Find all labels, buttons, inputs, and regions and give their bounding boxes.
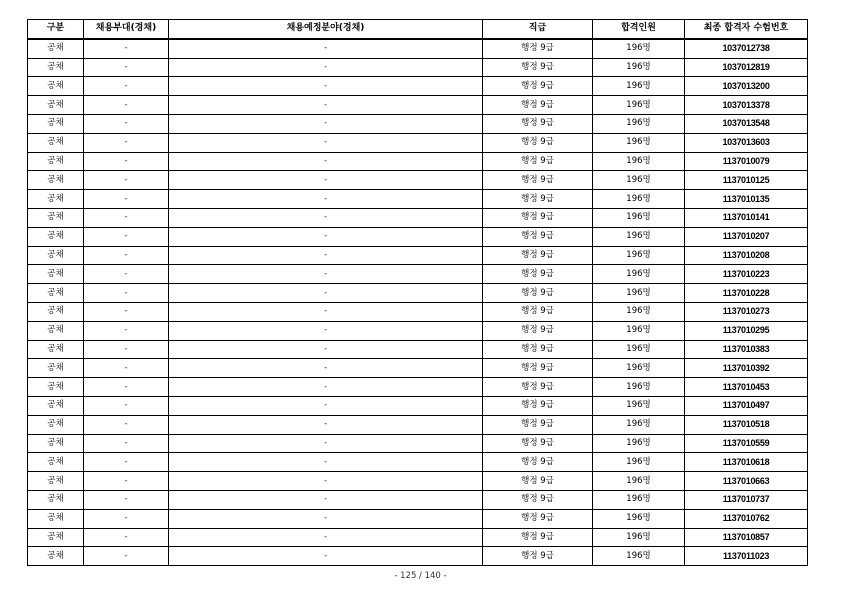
cell-category: 공채: [28, 190, 84, 209]
cell-exam-number: 1137010618: [685, 453, 808, 472]
cell-grade: 행정 9급: [483, 133, 593, 152]
cell-category: 공채: [28, 340, 84, 359]
cell-unit: -: [84, 58, 169, 77]
cell-grade: 행정 9급: [483, 114, 593, 133]
cell-category: 공채: [28, 39, 84, 58]
cell-unit: -: [84, 472, 169, 491]
cell-grade: 행정 9급: [483, 378, 593, 397]
cell-unit: -: [84, 434, 169, 453]
table-row: [28, 265, 808, 284]
cell-count: 196명: [593, 152, 685, 171]
cell-grade: 행정 9급: [483, 246, 593, 265]
cell-unit: -: [84, 114, 169, 133]
table-row: [28, 490, 808, 509]
cell-grade: 행정 9급: [483, 208, 593, 227]
cell-grade: 행정 9급: [483, 77, 593, 96]
cell-exam-number: 1137010273: [685, 302, 808, 321]
cell-unit: -: [84, 152, 169, 171]
cell-count: 196명: [593, 284, 685, 303]
cell-count: 196명: [593, 265, 685, 284]
table-row: [28, 415, 808, 434]
cell-grade: 행정 9급: [483, 472, 593, 491]
cell-grade: 행정 9급: [483, 528, 593, 547]
table-row: [28, 171, 808, 190]
cell-count: 196명: [593, 321, 685, 340]
cell-field: -: [169, 58, 483, 77]
header-unit: 채용부대(경채): [84, 20, 169, 39]
cell-field: -: [169, 208, 483, 227]
cell-category: 공채: [28, 58, 84, 77]
cell-unit: -: [84, 490, 169, 509]
table-row: [28, 434, 808, 453]
cell-unit: -: [84, 171, 169, 190]
cell-grade: 행정 9급: [483, 321, 593, 340]
cell-exam-number: 1137010737: [685, 490, 808, 509]
cell-category: 공채: [28, 77, 84, 96]
header-grade: 직급: [483, 20, 593, 39]
cell-count: 196명: [593, 340, 685, 359]
cell-exam-number: 1037013603: [685, 133, 808, 152]
cell-unit: -: [84, 302, 169, 321]
cell-field: -: [169, 114, 483, 133]
cell-field: -: [169, 434, 483, 453]
cell-exam-number: 1137010079: [685, 152, 808, 171]
table-row: [28, 77, 808, 96]
cell-field: -: [169, 302, 483, 321]
cell-unit: -: [84, 227, 169, 246]
cell-field: -: [169, 246, 483, 265]
cell-grade: 행정 9급: [483, 453, 593, 472]
cell-grade: 행정 9급: [483, 171, 593, 190]
table-row: [28, 340, 808, 359]
cell-field: -: [169, 171, 483, 190]
table-row: [28, 284, 808, 303]
cell-category: 공채: [28, 265, 84, 284]
cell-exam-number: 1137010228: [685, 284, 808, 303]
cell-unit: -: [84, 190, 169, 209]
cell-exam-number: 1137010497: [685, 396, 808, 415]
cell-category: 공채: [28, 415, 84, 434]
cell-grade: 행정 9급: [483, 227, 593, 246]
cell-category: 공채: [28, 434, 84, 453]
cell-category: 공채: [28, 171, 84, 190]
table-row: [28, 227, 808, 246]
cell-count: 196명: [593, 208, 685, 227]
cell-grade: 행정 9급: [483, 490, 593, 509]
cell-count: 196명: [593, 359, 685, 378]
table-row: [28, 246, 808, 265]
cell-field: -: [169, 133, 483, 152]
cell-category: 공채: [28, 472, 84, 491]
cell-unit: -: [84, 378, 169, 397]
cell-count: 196명: [593, 39, 685, 58]
cell-count: 196명: [593, 434, 685, 453]
header-row: [28, 20, 808, 39]
cell-grade: 행정 9급: [483, 190, 593, 209]
cell-count: 196명: [593, 133, 685, 152]
cell-grade: 행정 9급: [483, 302, 593, 321]
table-row: [28, 96, 808, 115]
cell-field: -: [169, 378, 483, 397]
cell-field: -: [169, 77, 483, 96]
cell-category: 공채: [28, 246, 84, 265]
cell-grade: 행정 9급: [483, 39, 593, 58]
cell-count: 196명: [593, 378, 685, 397]
cell-unit: -: [84, 133, 169, 152]
cell-exam-number: 1137010453: [685, 378, 808, 397]
cell-category: 공채: [28, 152, 84, 171]
table-row: [28, 133, 808, 152]
cell-unit: -: [84, 284, 169, 303]
table-row: [28, 39, 808, 58]
cell-exam-number: 1137010383: [685, 340, 808, 359]
table-row: [28, 472, 808, 491]
header-category: 구분: [28, 20, 84, 39]
cell-grade: 행정 9급: [483, 340, 593, 359]
cell-unit: -: [84, 77, 169, 96]
cell-exam-number: 1137011023: [685, 547, 808, 566]
cell-field: -: [169, 547, 483, 566]
header-field: 채용예정분야(경채): [169, 20, 483, 39]
cell-grade: 행정 9급: [483, 434, 593, 453]
cell-field: -: [169, 509, 483, 528]
cell-count: 196명: [593, 302, 685, 321]
cell-count: 196명: [593, 190, 685, 209]
results-table: [27, 19, 808, 566]
cell-exam-number: 1137010207: [685, 227, 808, 246]
cell-exam-number: 1137010141: [685, 208, 808, 227]
cell-unit: -: [84, 453, 169, 472]
table-row: [28, 321, 808, 340]
cell-field: -: [169, 265, 483, 284]
cell-field: -: [169, 528, 483, 547]
table-row: [28, 528, 808, 547]
cell-category: 공채: [28, 359, 84, 378]
table-row: [28, 359, 808, 378]
cell-category: 공채: [28, 133, 84, 152]
cell-unit: -: [84, 321, 169, 340]
cell-unit: -: [84, 528, 169, 547]
cell-count: 196명: [593, 58, 685, 77]
cell-exam-number: 1137010857: [685, 528, 808, 547]
cell-count: 196명: [593, 77, 685, 96]
cell-category: 공채: [28, 284, 84, 303]
cell-count: 196명: [593, 490, 685, 509]
cell-exam-number: 1037013548: [685, 114, 808, 133]
cell-count: 196명: [593, 472, 685, 491]
cell-exam-number: 1037013378: [685, 96, 808, 115]
cell-count: 196명: [593, 96, 685, 115]
cell-unit: -: [84, 340, 169, 359]
cell-unit: -: [84, 547, 169, 566]
table-row: [28, 208, 808, 227]
cell-category: 공채: [28, 453, 84, 472]
cell-grade: 행정 9급: [483, 284, 593, 303]
cell-field: -: [169, 227, 483, 246]
cell-exam-number: 1137010125: [685, 171, 808, 190]
cell-grade: 행정 9급: [483, 96, 593, 115]
table-row: [28, 152, 808, 171]
cell-exam-number: 1137010518: [685, 415, 808, 434]
cell-exam-number: 1037012819: [685, 58, 808, 77]
cell-unit: -: [84, 415, 169, 434]
cell-field: -: [169, 152, 483, 171]
cell-field: -: [169, 39, 483, 58]
cell-count: 196명: [593, 547, 685, 566]
cell-count: 196명: [593, 246, 685, 265]
cell-exam-number: 1137010559: [685, 434, 808, 453]
table-row: [28, 509, 808, 528]
cell-count: 196명: [593, 509, 685, 528]
cell-grade: 행정 9급: [483, 265, 593, 284]
cell-exam-number: 1137010392: [685, 359, 808, 378]
cell-category: 공채: [28, 378, 84, 397]
cell-unit: -: [84, 208, 169, 227]
cell-category: 공채: [28, 114, 84, 133]
cell-field: -: [169, 490, 483, 509]
table-row: [28, 453, 808, 472]
cell-count: 196명: [593, 227, 685, 246]
cell-unit: -: [84, 265, 169, 284]
cell-grade: 행정 9급: [483, 509, 593, 528]
table-row: [28, 378, 808, 397]
cell-exam-number: 1137010295: [685, 321, 808, 340]
cell-field: -: [169, 396, 483, 415]
cell-exam-number: 1137010663: [685, 472, 808, 491]
header-count: 합격인원: [593, 20, 685, 39]
cell-unit: -: [84, 359, 169, 378]
cell-category: 공채: [28, 528, 84, 547]
cell-field: -: [169, 190, 483, 209]
cell-unit: -: [84, 396, 169, 415]
cell-field: -: [169, 340, 483, 359]
table-row: [28, 190, 808, 209]
table-body: [28, 39, 808, 566]
cell-exam-number: 1037012738: [685, 39, 808, 58]
table-row: [28, 114, 808, 133]
cell-field: -: [169, 472, 483, 491]
header-exam-number: 최종 합격자 수험번호: [685, 20, 808, 39]
cell-grade: 행정 9급: [483, 152, 593, 171]
cell-category: 공채: [28, 490, 84, 509]
cell-exam-number: 1137010223: [685, 265, 808, 284]
cell-category: 공채: [28, 227, 84, 246]
cell-grade: 행정 9급: [483, 58, 593, 77]
table-header: [28, 20, 808, 39]
cell-category: 공채: [28, 396, 84, 415]
table-row: [28, 547, 808, 566]
table-row: [28, 302, 808, 321]
cell-category: 공채: [28, 321, 84, 340]
cell-grade: 행정 9급: [483, 547, 593, 566]
cell-unit: -: [84, 96, 169, 115]
table-row: [28, 396, 808, 415]
page-number: - 125 / 140 -: [394, 571, 447, 581]
cell-category: 공채: [28, 509, 84, 528]
cell-field: -: [169, 96, 483, 115]
cell-field: -: [169, 453, 483, 472]
cell-grade: 행정 9급: [483, 415, 593, 434]
cell-unit: -: [84, 39, 169, 58]
cell-field: -: [169, 284, 483, 303]
cell-count: 196명: [593, 415, 685, 434]
cell-category: 공채: [28, 547, 84, 566]
cell-exam-number: 1037013200: [685, 77, 808, 96]
cell-field: -: [169, 415, 483, 434]
cell-category: 공채: [28, 302, 84, 321]
cell-category: 공채: [28, 96, 84, 115]
cell-count: 196명: [593, 528, 685, 547]
cell-grade: 행정 9급: [483, 359, 593, 378]
cell-grade: 행정 9급: [483, 396, 593, 415]
cell-count: 196명: [593, 171, 685, 190]
cell-unit: -: [84, 509, 169, 528]
cell-category: 공채: [28, 208, 84, 227]
cell-field: -: [169, 359, 483, 378]
cell-count: 196명: [593, 396, 685, 415]
cell-count: 196명: [593, 114, 685, 133]
cell-count: 196명: [593, 453, 685, 472]
cell-exam-number: 1137010208: [685, 246, 808, 265]
table-row: [28, 58, 808, 77]
cell-unit: -: [84, 246, 169, 265]
cell-exam-number: 1137010762: [685, 509, 808, 528]
cell-field: -: [169, 321, 483, 340]
cell-exam-number: 1137010135: [685, 190, 808, 209]
